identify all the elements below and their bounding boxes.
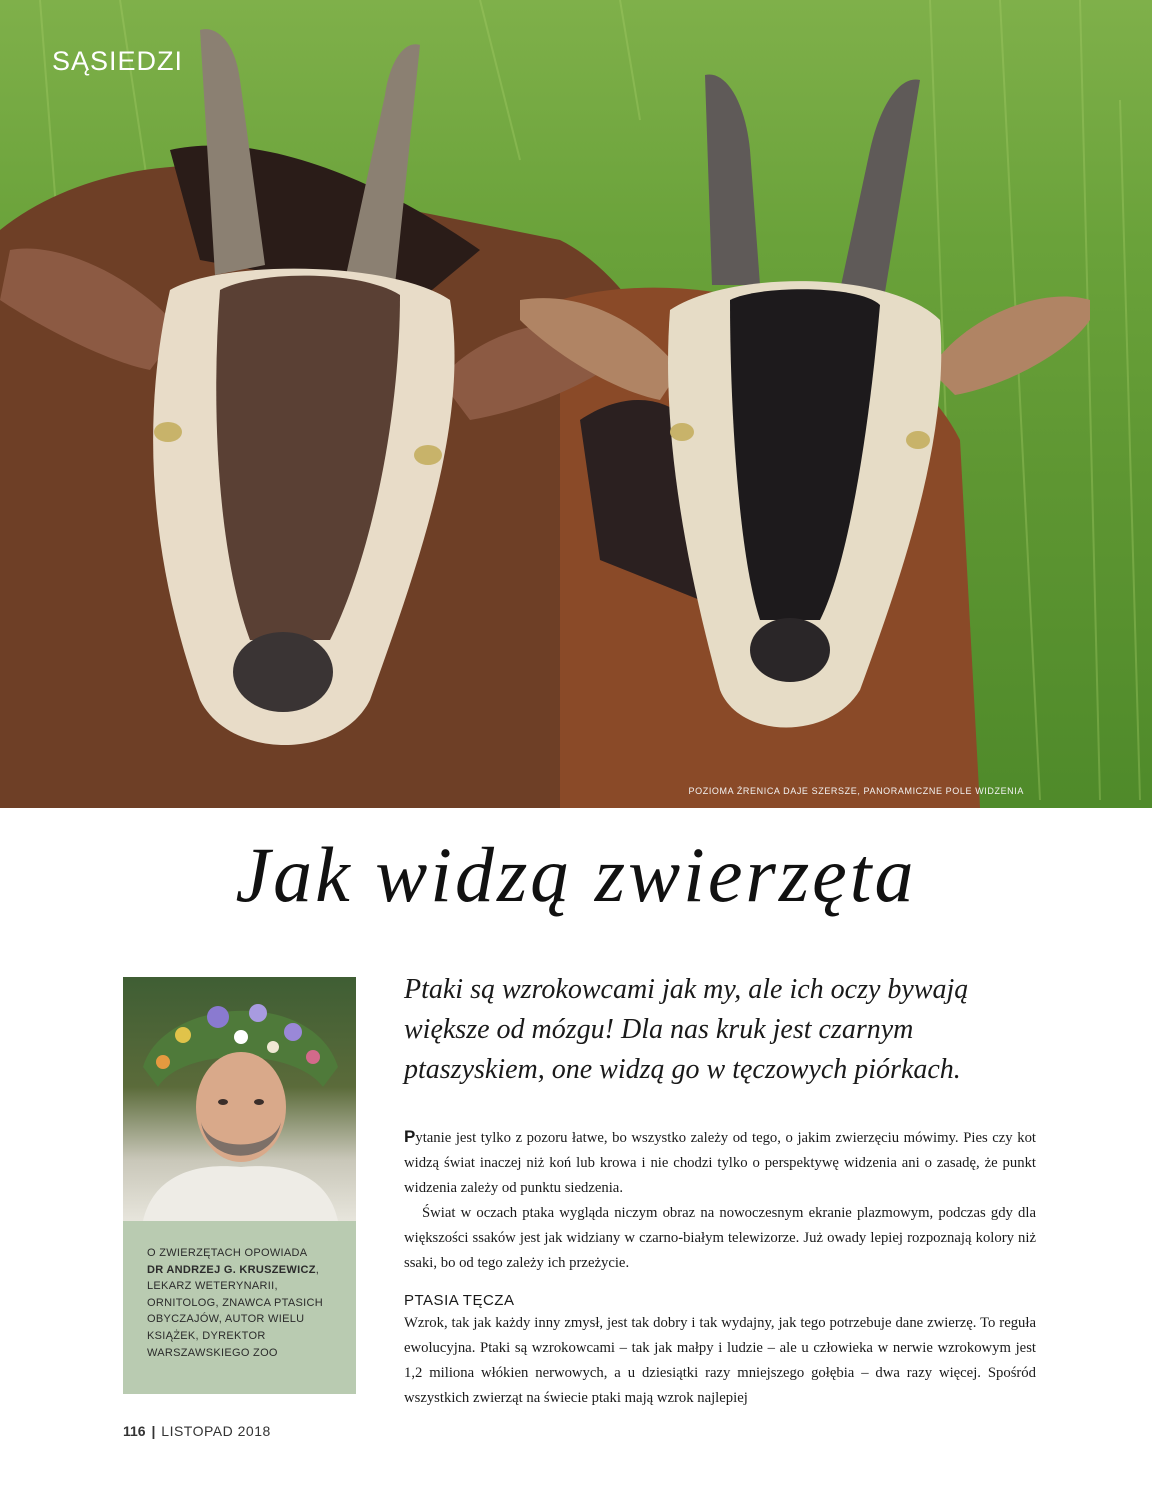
article-lead (404, 970, 1034, 1090)
article-body (404, 1124, 1036, 1411)
author-photo (123, 977, 356, 1221)
photo-caption: POZIOMA ŹRENICA DAJE SZERSZE, PANORAMICZNE POLE WIDZENIA (688, 786, 1024, 796)
body-paragraph: Pytanie jest tylko z pozoru łatwe, bo wszystko zależy od tego, o jakim zwierzęciu mówimy. Pies czy kot widzą świat inaczej niż koń lub krowa i nie chodzi tylko o perspektywę widzenia ani o zasadę, że punkt widzenia zależy od punktu siedzenia. (404, 1127, 1036, 1196)
author-portrait-illustration (123, 977, 356, 1221)
footer-separator: | (151, 1423, 156, 1439)
issue-date: LISTOPAD 2018 (161, 1423, 271, 1439)
lead-line: większe od mózgu! Dla nas kruk jest czarnym (404, 1014, 914, 1045)
page-footer (123, 1423, 271, 1439)
body-paragraph: Wzrok, tak jak każdy inny zmysł, jest tak dobry i tak wydajny, jak tego potrzebuje dane zwierzę. To reguła ewolucyjna. Ptaki są wzrokowcami – tak jak małpy i ludzie – ale u człowieka w nerwie wzrokowym jest 1,2 miliona włókien nerwowych, a u dziesiątki razy mniejszego gołębia – dwa razy więcej. Spośród wszystkich zwierząt na świecie ptaki mają wzrok najlepiej (404, 1315, 1036, 1406)
article-title: Jak widzą zwierzęta (235, 831, 917, 918)
author-bio: , LEKARZ WETERYNARII, ORNITOLOG, ZNAWCA PTASICH OBYCZAJÓW, AUTOR WIELU KSIĄŻEK, DYREKTOR WARSZAWSKIEGO ZOO (147, 1263, 323, 1359)
author-name: DR ANDRZEJ G. KRUSZEWICZ (147, 1263, 316, 1276)
lead-line: Ptaki są wzrokowcami jak my, ale ich oczy bywają (404, 974, 969, 1005)
page-number: 116 (123, 1423, 146, 1439)
drop-cap: P (404, 1127, 416, 1146)
section-label: SĄSIEDZI (52, 46, 184, 76)
author-bio-box (123, 1221, 356, 1394)
lead-line: ptaszyskiem, one widzą go w tęczowych piórkach. (404, 1054, 961, 1085)
body-paragraph: Świat w oczach ptaka wygląda niczym obraz na nowoczesnym ekranie plazmowym, podczas gdy dla większości ssaków jest jak widziany w czarno-białym telewizorze. Już owady lepiej rozpoznają kolory niż ssaki, bo od tego zależy ich przeżycie. (404, 1205, 1036, 1271)
section-subheading: PTASIA TĘCZA (404, 1292, 515, 1309)
author-intro: O ZWIERZĘTACH OPOWIADA (147, 1247, 308, 1259)
